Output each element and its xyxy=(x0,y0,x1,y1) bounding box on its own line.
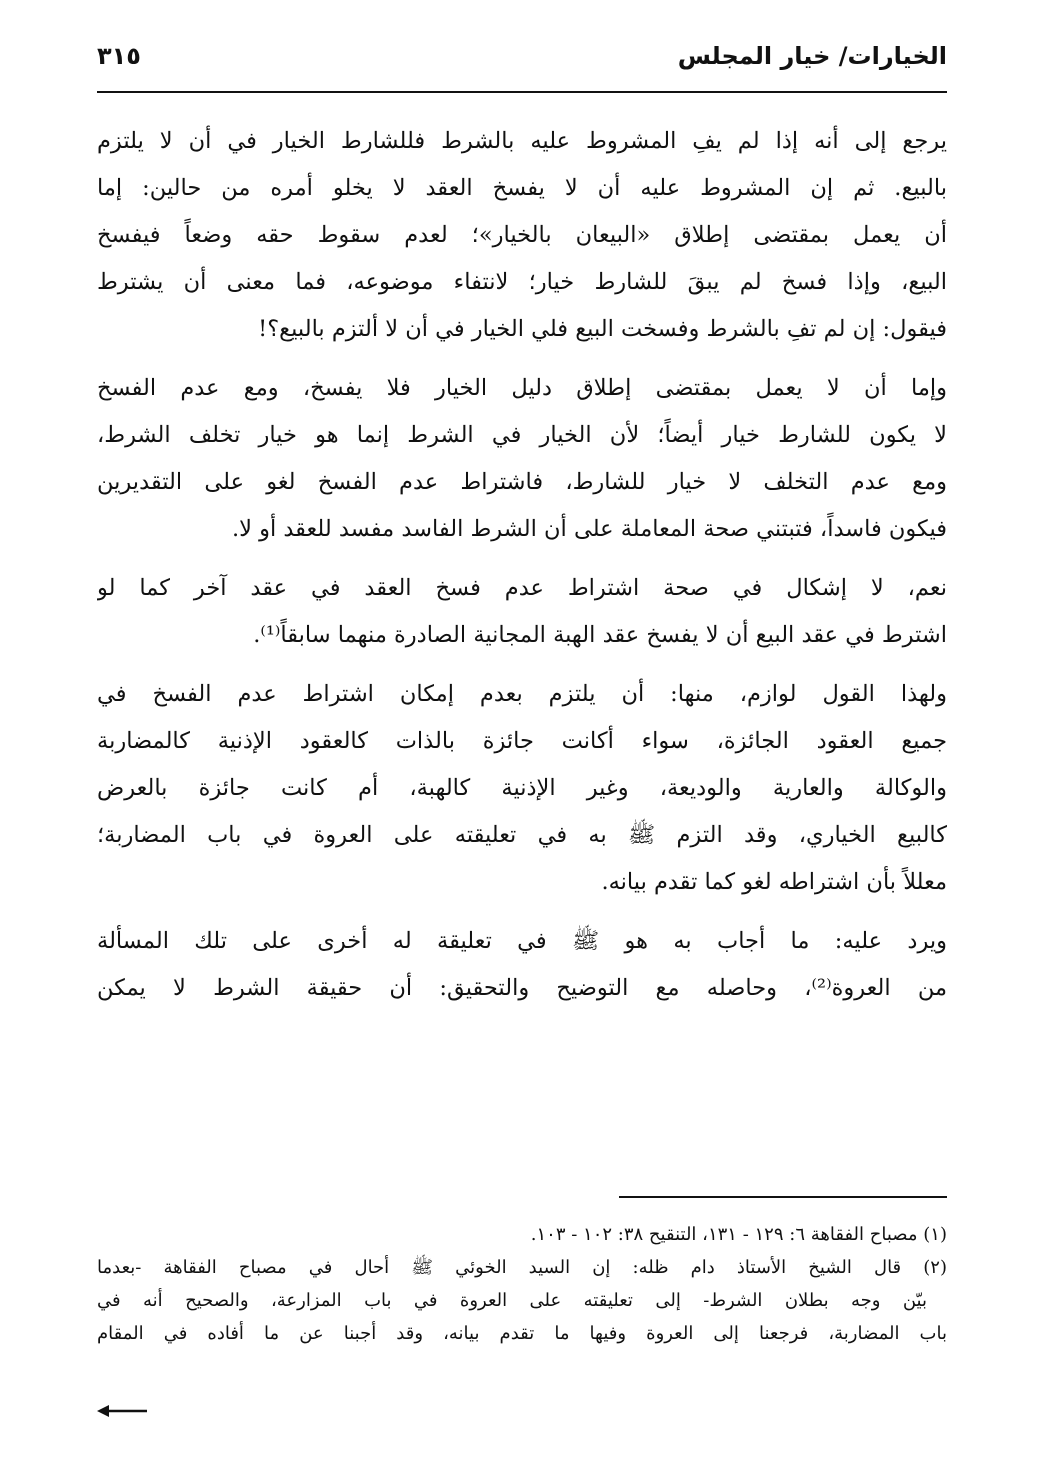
text-line: اشترط في عقد البيع أن لا يفسخ عقد الهبة المجانية الصادرة منهما سابقاً⁽¹⁾. xyxy=(253,622,947,648)
running-title: الخيارات/ خيار المجلس xyxy=(677,42,947,70)
text-line: ومع عدم التخلف لا خيار للشارط، فاشتراط عدم الفسخ لغو على التقديرين xyxy=(97,469,947,495)
arrow-left-icon xyxy=(97,1404,147,1418)
paragraph-5 xyxy=(97,918,947,1012)
text-line: فيقول: إن لم تفِ بالشرط وفسخت البيع فلي الخيار في أن لا ألتزم بالبيع؟! xyxy=(258,316,947,342)
text-line: نعم، لا إشكال في صحة اشتراط عدم فسخ العقد في عقد آخر كما لو xyxy=(97,575,947,601)
footnote-2 xyxy=(97,1251,947,1350)
paragraph-2 xyxy=(97,365,947,553)
main-text xyxy=(97,118,947,1024)
paragraph-1 xyxy=(97,118,947,353)
footnote-line: (٢) قال الشيخ الأستاذ دام ظله: إن السيد الخوئي ﷺ أحال في مصباح الفقاهة -بعدما xyxy=(97,1257,947,1278)
paragraph-3 xyxy=(97,565,947,659)
text-line: أن يعمل بمقتضى إطلاق «البيعان بالخيار»؛ لعدم سقوط حقه وضعاً فيفسخ xyxy=(97,222,947,248)
text-line: البيع، وإذا فسخ لم يبقَ للشارط خيار؛ لانتفاء موضوعه، فما معنى أن يشترط xyxy=(97,269,947,295)
text-line: من العروة⁽²⁾، وحاصله مع التوضيح والتحقيق: أن حقيقة الشرط لا يمكن xyxy=(97,975,947,1001)
footnote-1 xyxy=(97,1218,947,1251)
text-line: كالبيع الخياري، وقد التزم ﷺ به في تعليقته على العروة في باب المضاربة؛ xyxy=(97,822,947,848)
text-line: يرجع إلى أنه إذا لم يفِ المشروط عليه بالشرط فللشارط الخيار في أن لا يلتزم xyxy=(97,128,947,154)
text-line: لا يكون للشارط خيار أيضاً؛ لأن الخيار في الشرط إنما هو خيار تخلف الشرط، xyxy=(97,422,947,448)
text-line: ويرد عليه: ما أجاب به هو ﷺ في تعليقة له أخرى على تلك المسألة xyxy=(97,928,947,954)
text-line: ولهذا القول لوازم، منها: أن يلتزم بعدم إمكان اشتراط عدم الفسخ في xyxy=(97,681,947,707)
text-line: والوكالة والعارية والوديعة، وغير الإذنية كالهبة، أم كانت جائزة بالعرض xyxy=(97,775,947,801)
text-line: فيكون فاسداً، فتبتني صحة المعاملة على أن الشرط الفاسد مفسد للعقد أو لا. xyxy=(231,516,947,542)
footnotes xyxy=(97,1218,947,1350)
page-header xyxy=(97,40,947,92)
text-line: بالبيع. ثم إن المشروط عليه أن لا يفسخ العقد لا يخلو أمره من حالين: إما xyxy=(97,175,947,201)
paragraph-4 xyxy=(97,671,947,906)
footnote-line: باب المضاربة، فرجعنا إلى العروة وفيها ما تقدم بيانه، وقد أجبنا عن ما أفاده في المقام xyxy=(97,1323,947,1344)
text-line: جميع العقود الجائزة، سواء أكانت جائزة بالذات كالعقود الإذنية كالمضاربة xyxy=(97,728,947,754)
header-divider xyxy=(97,91,947,93)
footnote-line: بيّن وجه بطلان الشرط- إلى تعليقته على العروة في باب المزارعة، والصحيح أنه في xyxy=(97,1290,927,1311)
text-line: وإما أن لا يعمل بمقتضى إطلاق دليل الخيار فلا يفسخ، ومع عدم الفسخ xyxy=(97,375,947,401)
footnote-divider xyxy=(619,1196,947,1198)
footnote-line: (١) مصباح الفقاهة ٦: ١٢٩ - ١٣١، التنقيح ٣٨: ١٠٢ - ١٠٣. xyxy=(530,1224,947,1245)
page-number: ٣١٥ xyxy=(97,42,141,70)
text-line: معللاً بأن اشتراطه لغو كما تقدم بيانه. xyxy=(601,869,947,895)
